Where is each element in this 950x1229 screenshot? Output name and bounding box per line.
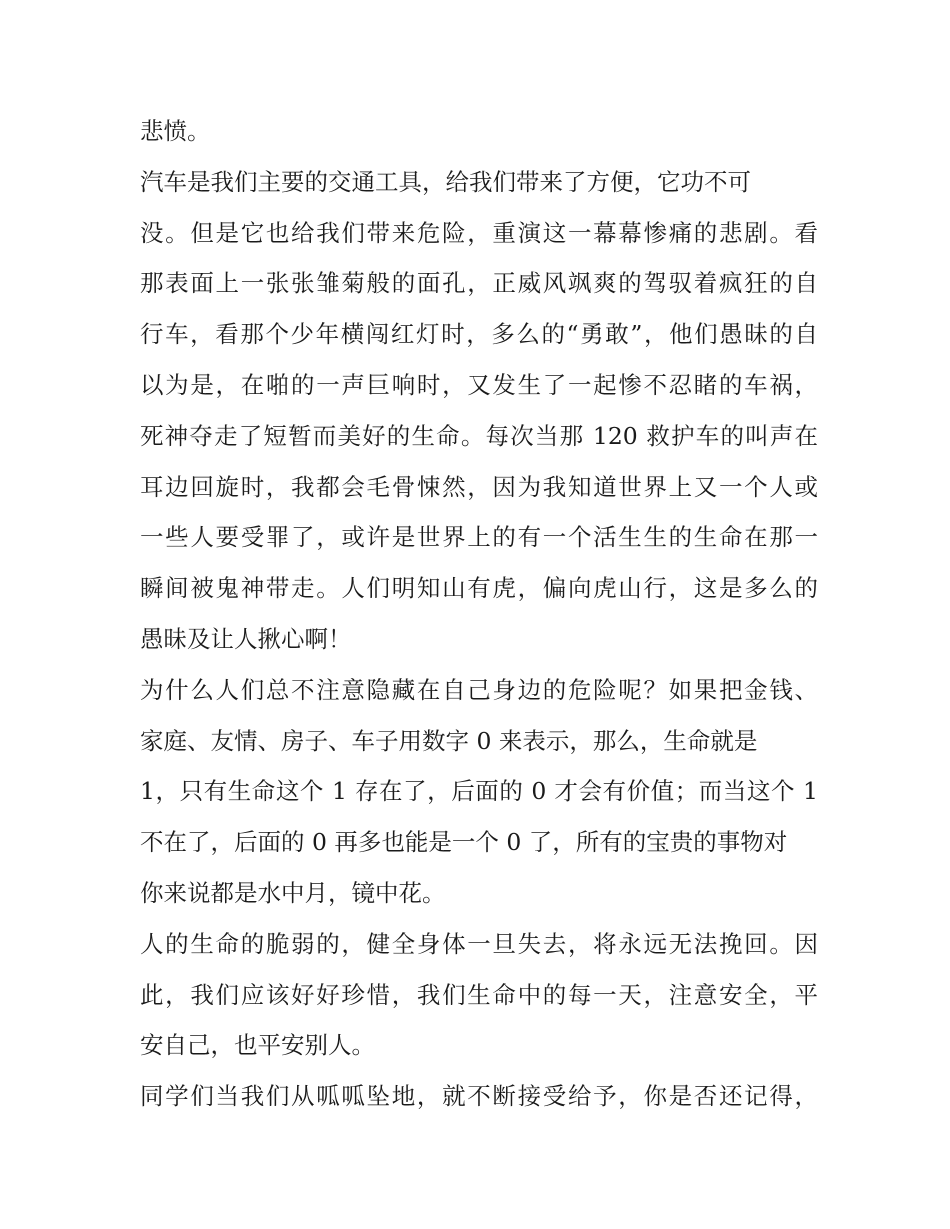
text-line: 为什么人们总不注意隐藏在自己身边的危险呢？如果把金钱、 [140,675,818,704]
text-line: 一些人要受罪了，或许是世界上的有一个活生生的生命在那一 [140,523,818,552]
text-line: 以为是，在啪的一声巨响时，又发生了一起惨不忍睹的车祸， [140,370,818,399]
text-line: 耳边回旋时，我都会毛骨悚然，因为我知道世界上又一个人或 [140,472,818,501]
text-line: 没。但是它也给我们带来危险，重演这一幕幕惨痛的悲剧。看 [140,218,818,247]
text-line: 那表面上一张张雏菊般的面孔，正威风飒爽的驾驭着疯狂的自 [140,269,818,298]
text-line: 你来说都是水中月，镜中花。 [140,878,446,907]
text-line: 安自己，也平安别人。 [140,1031,375,1060]
text-line: 瞬间被鬼神带走。人们明知山有虎，偏向虎山行，这是多么的 [140,574,818,603]
text-line: 同学们当我们从呱呱坠地，就不断接受给予，你是否还记得， [140,1082,818,1111]
text-line: 愚昧及让人揪心啊！ [140,624,352,653]
text-line: 悲愤。 [140,117,211,145]
text-line: 行车，看那个少年横闯红灯时，多么的“勇敢”，他们愚昧的自 [140,320,818,349]
document-body [140,106,818,1122]
text-line: 不在了，后面的 0 再多也能是一个 0 了，所有的宝贵的事物对 [140,828,788,857]
text-line: 家庭、友情、房子、车子用数字 0 来表示，那么，生命就是 [140,726,758,755]
text-line: 人的生命的脆弱的，健全身体一旦失去，将永远无法挽回。因 [140,929,818,958]
text-line: 汽车是我们主要的交通工具，给我们带来了方便，它功不可 [140,167,751,196]
text-line: 死神夺走了短暂而美好的生命。每次当那 120 救护车的叫声在 [140,421,818,450]
text-line: 1，只有生命这个 1 存在了，后面的 0 才会有价值；而当这个 1 [140,777,818,806]
text-line: 此，我们应该好好珍惜，我们生命中的每一天，注意安全，平 [140,980,818,1009]
